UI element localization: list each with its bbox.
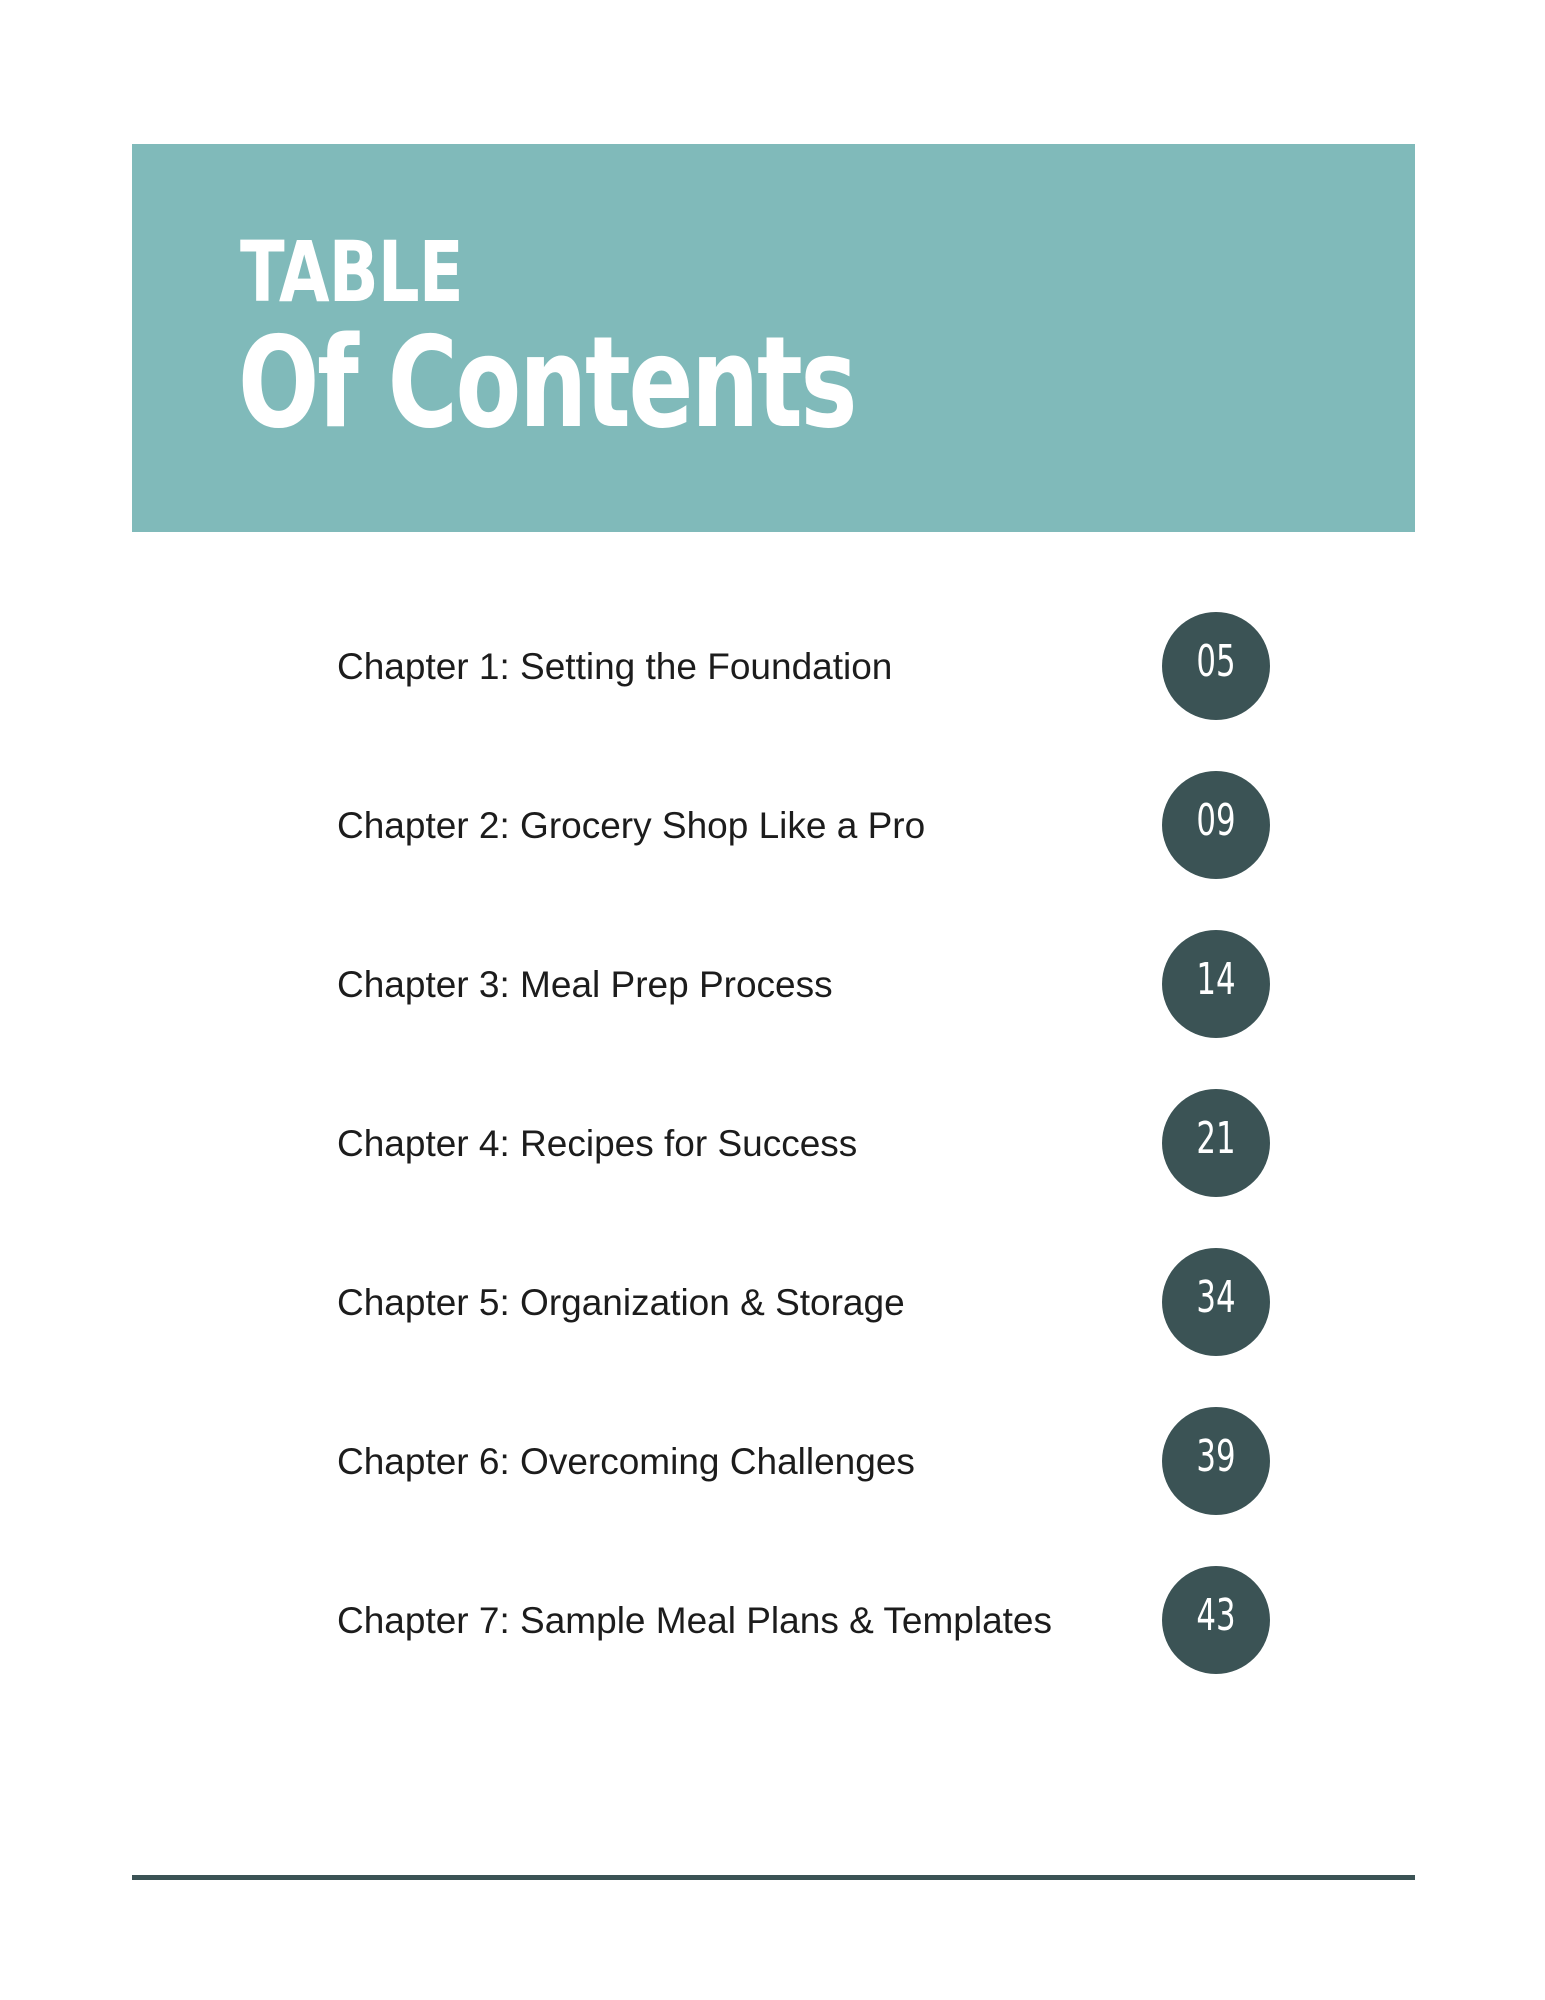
page-number-badge: [1162, 1566, 1270, 1674]
header-band: [132, 144, 1415, 532]
page-number-badge: [1162, 1089, 1270, 1197]
page-number: 05: [1196, 636, 1236, 687]
bottom-divider: [132, 1875, 1415, 1880]
toc-item-chapter-6[interactable]: [337, 1407, 1270, 1566]
toc-item-chapter-4[interactable]: [337, 1089, 1270, 1248]
toc-item-label: Chapter 1: Setting the Foundation: [337, 646, 893, 687]
toc-item-chapter-1[interactable]: [337, 612, 1270, 771]
toc-list: [337, 612, 1270, 1725]
toc-item-label: Chapter 5: Organization & Storage: [337, 1282, 905, 1323]
toc-item-chapter-7[interactable]: [337, 1566, 1270, 1725]
page-number-badge: [1162, 612, 1270, 720]
page-number: 14: [1196, 954, 1236, 1005]
page-number-badge: [1162, 771, 1270, 879]
page-number-badge: [1162, 1248, 1270, 1356]
title-line-table: TABLE: [240, 223, 463, 321]
toc-item-label: Chapter 2: Grocery Shop Like a Pro: [337, 805, 926, 846]
toc-item-label: Chapter 6: Overcoming Challenges: [337, 1441, 915, 1482]
toc-item-chapter-3[interactable]: [337, 930, 1270, 1089]
page-number: 21: [1196, 1113, 1236, 1164]
page-number-badge: [1162, 930, 1270, 1038]
page-number: 09: [1196, 795, 1236, 846]
toc-item-label: Chapter 7: Sample Meal Plans & Templates: [337, 1600, 1053, 1641]
title-line-of-contents: Of Contents: [238, 309, 856, 456]
toc-item-chapter-5[interactable]: [337, 1248, 1270, 1407]
toc-item-label: Chapter 4: Recipes for Success: [337, 1123, 858, 1164]
toc-item-label: Chapter 3: Meal Prep Process: [337, 964, 833, 1005]
page-number: 39: [1196, 1431, 1236, 1482]
toc-item-chapter-2[interactable]: [337, 771, 1270, 930]
page-number: 34: [1196, 1272, 1236, 1323]
page-number: 43: [1196, 1590, 1236, 1641]
page-number-badge: [1162, 1407, 1270, 1515]
